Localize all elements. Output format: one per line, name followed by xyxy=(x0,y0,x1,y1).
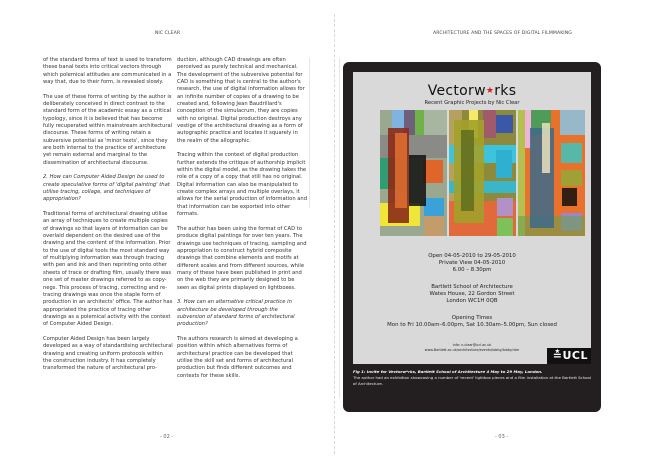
paragraph: Traditional forms of architectural drawing utilise an array of techniques to create multiple copies of drawings so that layers of information can be overlaid dependent on the desired use of the drawing and the content of the information. Prior to the use of digital tools the most standard way of multiplying information was through tracing with pen and ink and then reprinting onto other sheets of trace or drafting film, usually there was one set of master drawings referred to as copy-negs. This process of tracing, correcting and re-tracing drawings was once the staple form of production in an architects' office. The author has appropriated the practice of tracing other drawings as a polemical activity with the context of Computer Aided Design. xyxy=(43,211,173,328)
exhibition-dates: Open 04-05-2010 to 29-05-2010 Private View 04-05-2010 6.00 – 8.30pm xyxy=(428,253,516,273)
artwork-panel-1 xyxy=(380,110,447,236)
paragraph: The author has been using the format of CAD to produce digital paintings for over ten years. The drawings use techniques of tracing, sampling and appropriation to construct hybrid composite drawings that combine elements and motifs at different scales and from different sources, while many of these have been published in print and on the web they are primarily designed to be seen as digital prints displayed on lightboxes. xyxy=(177,225,307,291)
paragraph: of the standard forms of text is used to transform these banal texts into critical vectors through which polemical attitudes are communicated in a way that, due to their form, is revealed slowly. xyxy=(43,57,172,86)
paragraph: Computer Aided Design has been largely developed as a way of standardising architectural drawing and creating uniform protocols within the construction industry. It has completely transformed the nature of architectural pro- xyxy=(43,335,173,372)
contact-info: info: n.clear@ucl.ac.uk www.Bartlett.ac.uk/architecture/events/lobby/lobby.htm xyxy=(424,343,520,352)
poster-subtitle: Recent Graphic Projects by Nic Clear xyxy=(424,100,520,106)
research-question: 3. How can an alternative critical practice in architecture be developed through the subversion of standard forms of architectural production? xyxy=(177,299,295,328)
artwork-triptych xyxy=(380,110,585,236)
text-column-2 xyxy=(177,57,307,387)
caption-title: Fig 1: Invite for Vectorw*rks, Bartlett School of Architecture 4 May to 29 May, London. xyxy=(353,369,543,374)
caption-body: The author had an exhibition showcasing a number of 'recent' lightbox pieces and a film installation at the Bartlett School of Architecture. xyxy=(353,375,591,386)
exhibition-poster xyxy=(353,72,591,364)
running-header: NIC CLEAR xyxy=(154,31,181,36)
star-icon: ★ xyxy=(485,86,495,96)
poster-title: Vectorw★rks xyxy=(427,83,517,99)
text-column-1 xyxy=(43,57,173,380)
research-question: 2. How can Computer Aided Design be used to create speculative forms of 'digital painting' that utilise tracing, collage, and techniques of appropriation? xyxy=(43,174,170,203)
paragraph: The use of these forms of writing by the author is deliberately conceived in direct contrast to the standard form of the academic essay as a critical typology, since it is believed that has become fully recuperated within mainstream architectural discourse. These forms of writing retain a subversive potential as 'minor texts', since they are both internal to the practice of architecture yet remain external and marginal to the dissemination of architectural discourse. xyxy=(43,93,173,166)
column-rule xyxy=(309,58,310,208)
exhibition-venue: Bartlett School of Architecture Wates House, 22 Gordon Street London WC1H 0QB xyxy=(429,284,515,304)
paragraph: Tracing within the context of digital production further extends the critique of authorship implicit within the digital model, as the drawing takes the role of a copy of a copy that still has no original. Digital information can also be manipulated to create complex arrays and multiple overlays, it allows for the serial production of information and that information can be exported into other formats. xyxy=(177,152,308,218)
artwork-panel-3 xyxy=(518,110,585,236)
figure-frame xyxy=(343,62,601,412)
artwork-panel-2 xyxy=(449,110,516,236)
paragraph: duction, although CAD drawings are often perceived as purely technical and mechanical. The development of the subversive potential for CAD is something that is central to the author's research, the use of digital information allows for an infinite number of copies of a drawing to be created and, following Jean Baudrillard's conception of the simulacrum, they are copies with no original. Digital production destroys any vestige of the architectural drawing as a form of autographic practice and locates it squarely in the realm of the allographic. xyxy=(177,57,305,144)
page-number: - 03 - xyxy=(495,434,509,440)
running-header: ARCHITECTURE AND THE SPACES OF DIGITAL FILMMAKING xyxy=(433,31,572,36)
figure-caption xyxy=(353,369,591,387)
page-number: - 02 - xyxy=(160,434,174,440)
opening-times: Opening Times Mon to Fri 10.00am–6.00pm, Sat 10.30am–5.00pm, Sun closed xyxy=(387,315,557,328)
ucl-logo: ≛UCL xyxy=(547,348,591,364)
paragraph: The authors research is aimed at developing a position within which alternatives forms of architectural practice can be developed that utilise the skill set and forms of architectural production but finds different outcomes and contexts for these skills. xyxy=(177,335,298,379)
right-page xyxy=(335,0,670,473)
column-rule xyxy=(339,58,340,398)
